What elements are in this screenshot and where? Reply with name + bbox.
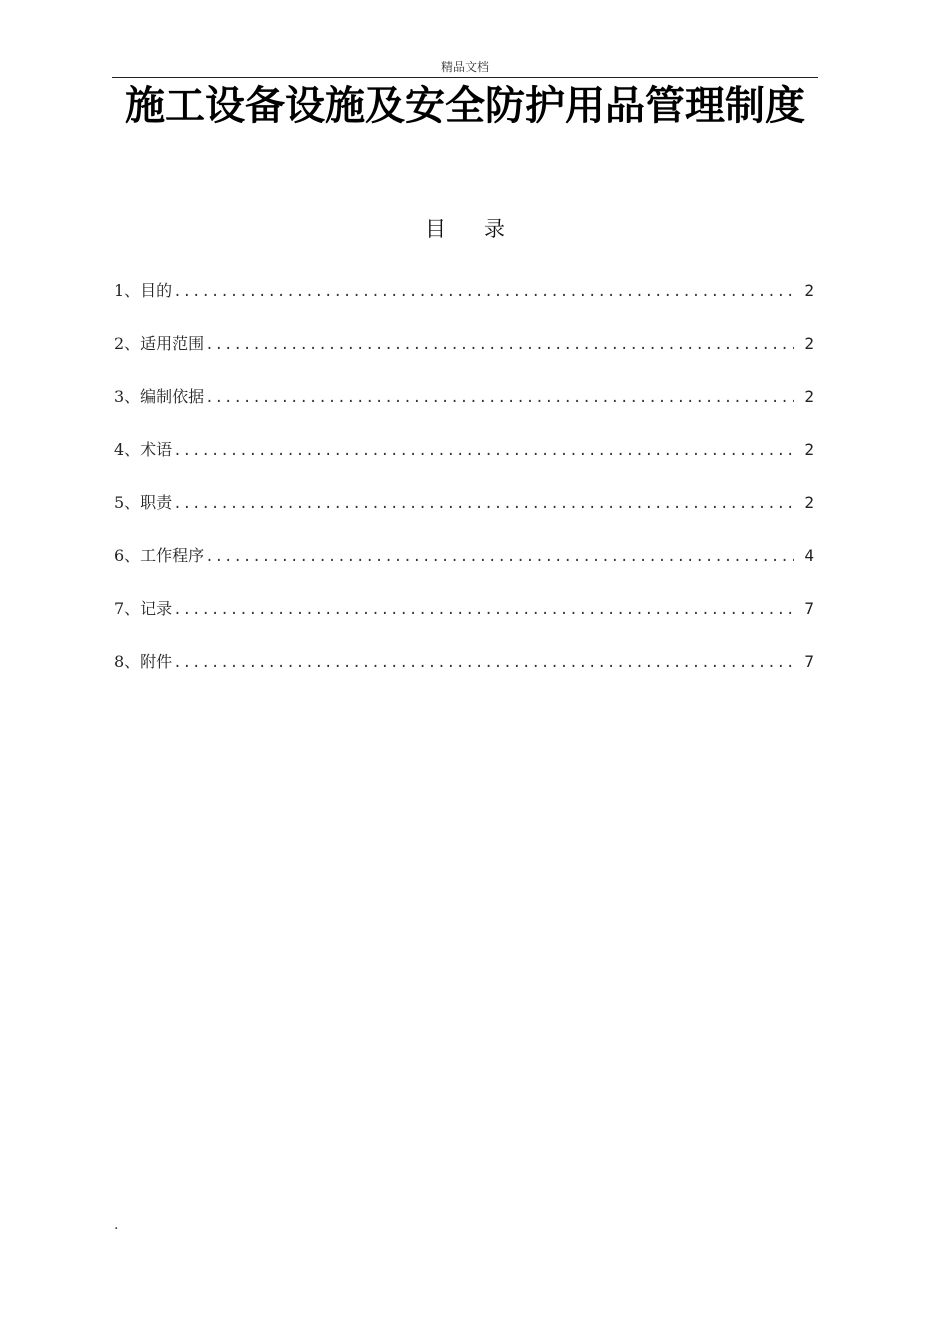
toc-item-label: 7、记录 (114, 599, 173, 618)
toc-item-label: 1、目的 (114, 281, 173, 300)
toc-leader-dots (173, 597, 794, 623)
toc-item[interactable] (114, 384, 814, 437)
toc-item[interactable] (114, 278, 814, 331)
toc-item-label: 4、术语 (114, 440, 173, 459)
toc-item-label: 2、适用范围 (114, 334, 205, 353)
toc-item[interactable] (114, 649, 814, 702)
toc-item[interactable] (114, 490, 814, 543)
toc-item-page: 2 (804, 281, 814, 300)
toc-leader-dots (205, 385, 794, 411)
toc-leader-dots (173, 491, 794, 517)
footer-mark: . (114, 1217, 119, 1233)
toc-item-page: 7 (804, 652, 814, 671)
toc-leader-dots (205, 544, 794, 570)
toc-item-label: 5、职责 (114, 493, 173, 512)
toc-item[interactable] (114, 331, 814, 384)
toc-leader-dots (173, 279, 794, 305)
header-rule (112, 77, 818, 78)
toc-item-label: 3、编制依据 (114, 387, 205, 406)
toc-item[interactable] (114, 437, 814, 490)
toc-item-page: 4 (804, 546, 814, 565)
toc-leader-dots (173, 650, 794, 676)
toc-item[interactable] (114, 543, 814, 596)
toc-item[interactable] (114, 596, 814, 649)
toc-leader-dots (173, 438, 794, 464)
toc-heading: 目录 (425, 217, 543, 241)
table-of-contents (114, 278, 814, 702)
toc-item-page: 2 (804, 440, 814, 459)
toc-item-label: 6、工作程序 (114, 546, 205, 565)
toc-item-page: 2 (804, 334, 814, 353)
toc-leader-dots (205, 332, 794, 358)
page-header: 精品文档 (440, 60, 489, 74)
toc-item-page: 7 (804, 599, 814, 618)
toc-item-label: 8、附件 (114, 652, 173, 671)
toc-item-page: 2 (804, 387, 814, 406)
document-title: 施工设备设施及安全防护用品管理制度 (125, 82, 805, 129)
toc-item-page: 2 (804, 493, 814, 512)
